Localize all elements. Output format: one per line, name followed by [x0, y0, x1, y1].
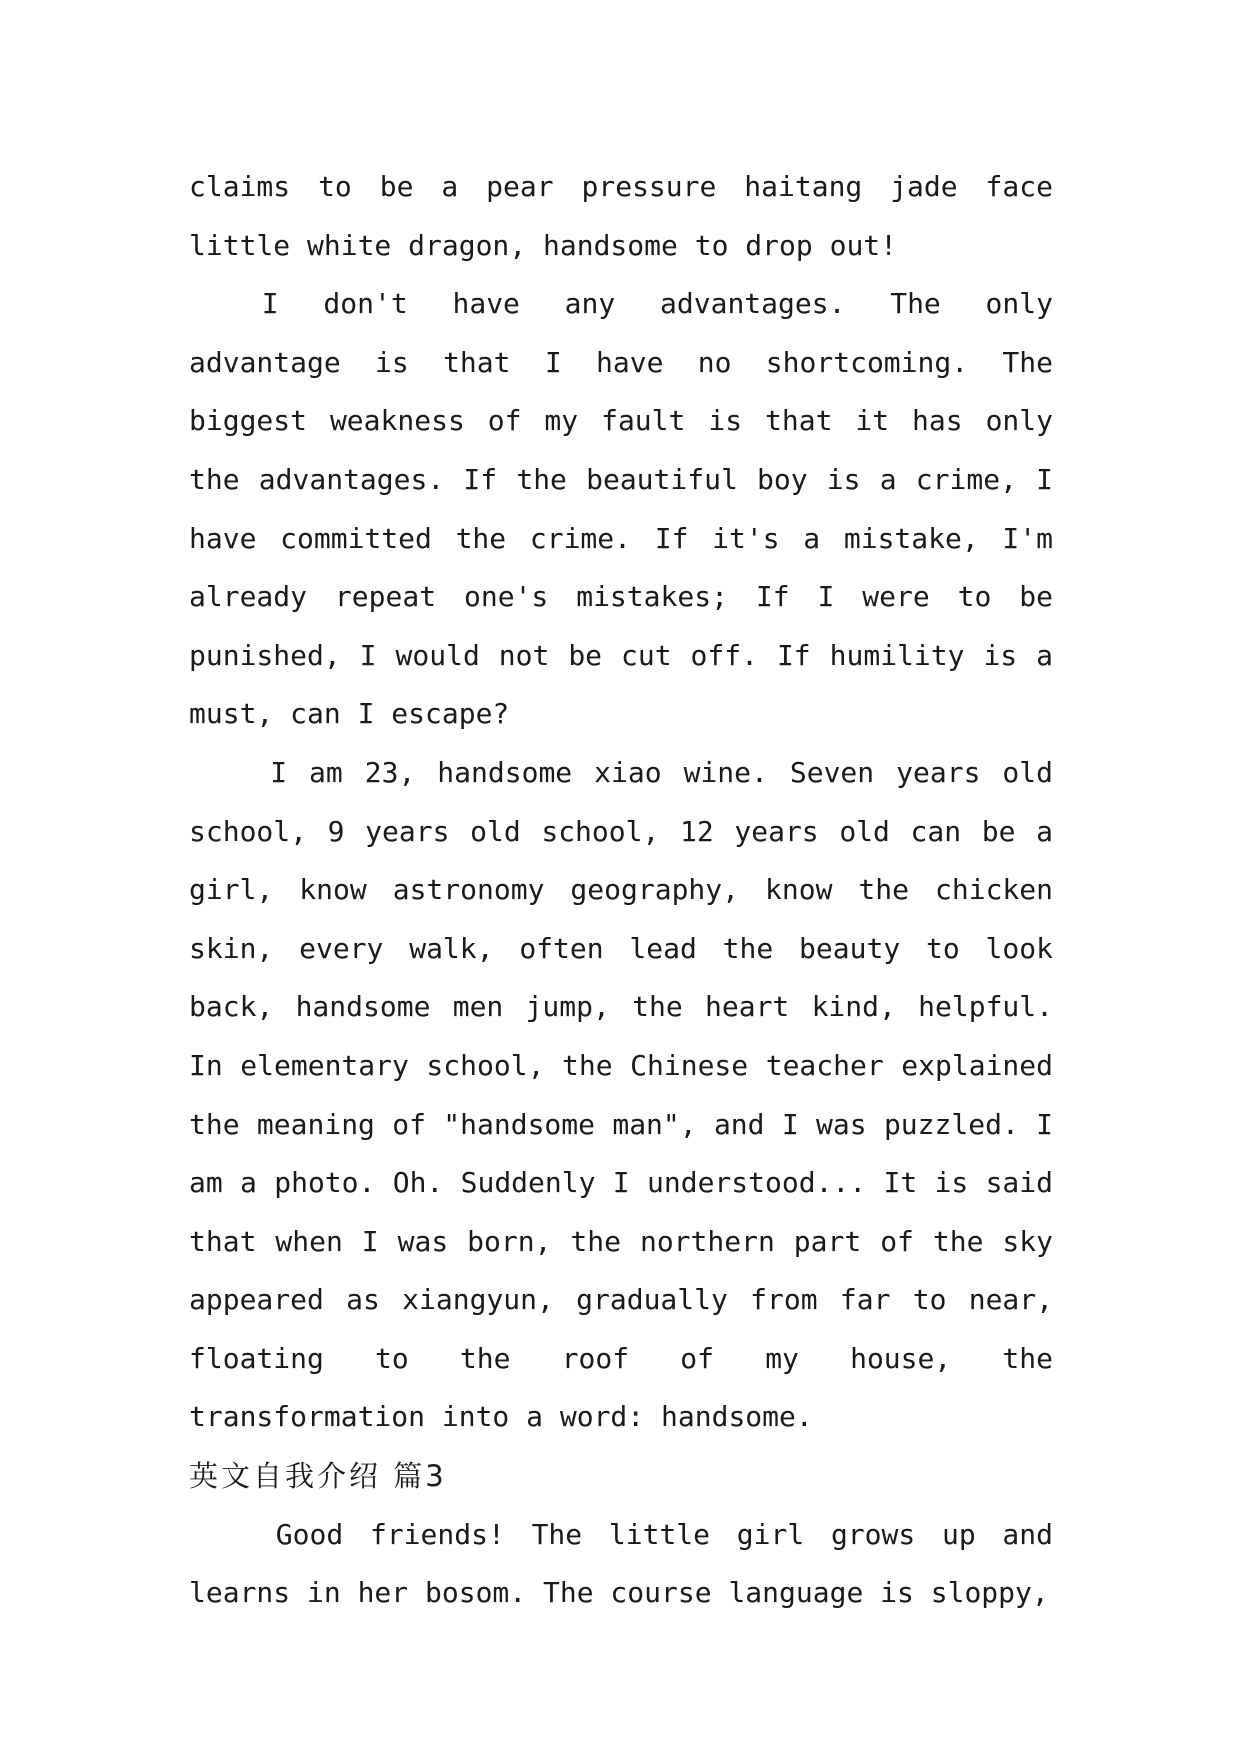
paragraph-1: claims to be a pear pressure haitang jade face little white dragon, handsome to drop out! [189, 170, 1053, 262]
paragraph-3: I am 23, handsome xiao wine. Seven years old school, 9 years old school, 12 years old can be a girl, know astronomy geography, know the chicken skin, every walk, often lead the beauty to look back, handsome men jump, the heart kind, helpful. In elementary school, the Chinese teacher explained the meaning of "handsome man", and I was puzzled. I am a photo. Oh. Suddenly I understood... It is said that when I was born, the northern part of the sky appeared as xiangyun, gradually from far to near, floating to the roof of my house, the transformation into a word: handsome. [189, 755, 1053, 1434]
section-heading: 英文自我介绍 篇3 [189, 1459, 447, 1494]
paragraph-4: Good friends! The little girl grows up and learns in her bosom. The course language is sloppy, [189, 1517, 1053, 1610]
document-page [189, 158, 1053, 1623]
paragraph-2: I don't have any advantages. The only advantage is that I have no shortcoming. The biggest weakness of my fault is that it has only the advantages. If the beautiful boy is a crime, I have committed the crime. If it's a mistake, I'm already repeat one's mistakes; If I were to be punished, I would not be cut off. If humility is a must, can I escape? [189, 287, 1053, 731]
